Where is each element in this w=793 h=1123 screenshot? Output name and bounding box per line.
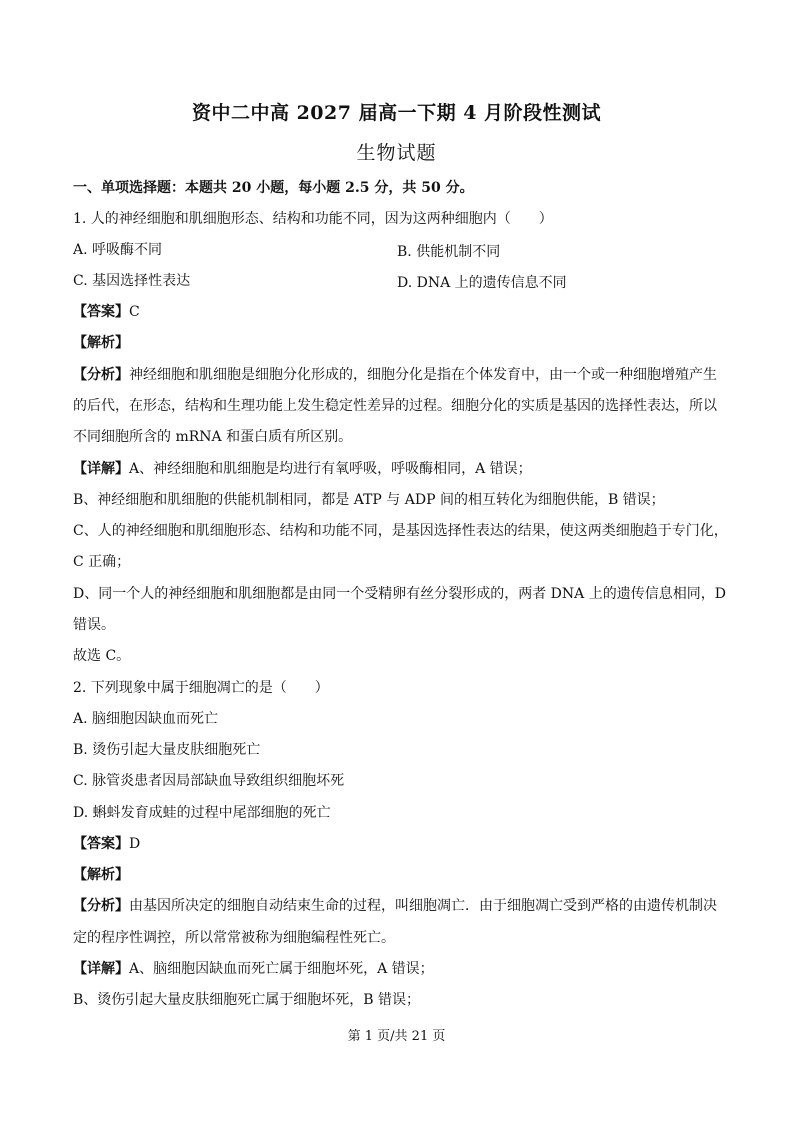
q1-xiangjie-line-4: C 正确； [73,554,131,570]
q1-xiangjie-line-3: C、人的神经细胞和肌细胞形态、结构和功能不同，是基因选择性表达的结果，使这两类细胞趋于专门化， [73,523,728,539]
fenxi-text: 由基因所决定的细胞自动结束生命的过程，叫细胞凋亡．由于细胞凋亡受到严格的由遗传机制决 [129,898,717,914]
q2-fenxi-line-1 [73,897,723,915]
q1-xiangjie-line-2: B、神经细胞和肌细胞的供能机制相同，都是 ATP 与 ADP 间的相互转化为细胞供能，B 错误； [73,492,665,508]
fenxi-tag: 【分析】 [73,367,129,383]
q1-option-a: A. 呼吸酶不同 [73,242,163,258]
section-heading: 一、单项选择题：本题共 20 小题，每小题 2.5 分，共 50 分。 [73,180,474,196]
answer-value: C [129,304,140,320]
q1-xiangjie-line-1 [73,460,723,478]
q2-xiangjie-line-2: B、烫伤引起大量皮肤细胞死亡属于细胞坏死，B 错误； [73,992,421,1008]
q1-fenxi-line-3: 不同细胞所含的 mRNA 和蛋白质有所区别。 [73,429,353,445]
question-2-stem: 2. 下列现象中属于细胞凋亡的是（ ） [73,680,329,696]
page-title: 资中二中高 2027 届高一下期 4 月阶段性测试 [191,102,602,124]
q2-fenxi-line-2: 定的程序性调控，所以常常被称为细胞编程性死亡。 [73,930,395,946]
q1-fenxi-line-2: 的后代，在形态，结构和生理功能上发生稳定性差异的过程。细胞分化的实质是基因的选择性表达，所以 [73,398,717,414]
xiangjie-text: A、脑细胞因缺血而死亡属于细胞坏死，A 错误； [129,961,434,977]
q2-option-b: B. 烫伤引起大量皮肤细胞死亡 [73,742,261,758]
q1-conclusion: 故选 C。 [73,648,131,664]
question-1-stem: 1. 人的神经细胞和肌细胞形态、结构和功能不同，因为这两种细胞内（ ） [73,211,553,227]
answer-tag: 【答案】 [73,836,129,852]
xiangjie-tag: 【详解】 [73,961,129,977]
q1-analysis-tag: 【解析】 [73,335,129,351]
q2-xiangjie-line-1 [73,960,723,978]
page-subtitle: 生物试题 [356,142,437,164]
q1-xiangjie-line-6: 错误。 [73,617,115,633]
q1-answer [73,303,723,321]
q1-xiangjie-line-5: D、同一个人的神经细胞和肌细胞都是由同一个受精卵有丝分裂形成的，两者 DNA 上的遗传信息相同，D [73,586,726,602]
answer-value: D [129,836,141,852]
answer-tag: 【答案】 [73,304,129,320]
q1-fenxi-line-1 [73,366,723,384]
q1-option-d: D. DNA 上的遗传信息不同 [397,275,567,291]
q2-option-c: C. 脉管炎患者因局部缺血导致组织细胞坏死 [73,773,345,789]
q2-option-d: D. 蝌蚪发育成蛙的过程中尾部细胞的死亡 [73,805,331,821]
q1-option-b: B. 供能机制不同 [397,244,501,260]
q2-option-a: A. 脑细胞因缺血而死亡 [73,711,219,727]
fenxi-tag: 【分析】 [73,898,129,914]
q2-answer [73,835,723,853]
xiangjie-tag: 【详解】 [73,461,129,477]
q1-option-c: C. 基因选择性表达 [73,273,191,289]
xiangjie-text: A、神经细胞和肌细胞是均进行有氧呼吸，呼吸酶相同，A 错误； [129,461,532,477]
fenxi-text: 神经细胞和肌细胞是细胞分化形成的，细胞分化是指在个体发育中，由一个或一种细胞增殖产生 [129,367,717,383]
page-footer: 第 1 页/共 21 页 [347,1029,446,1044]
q2-analysis-tag: 【解析】 [73,867,129,883]
